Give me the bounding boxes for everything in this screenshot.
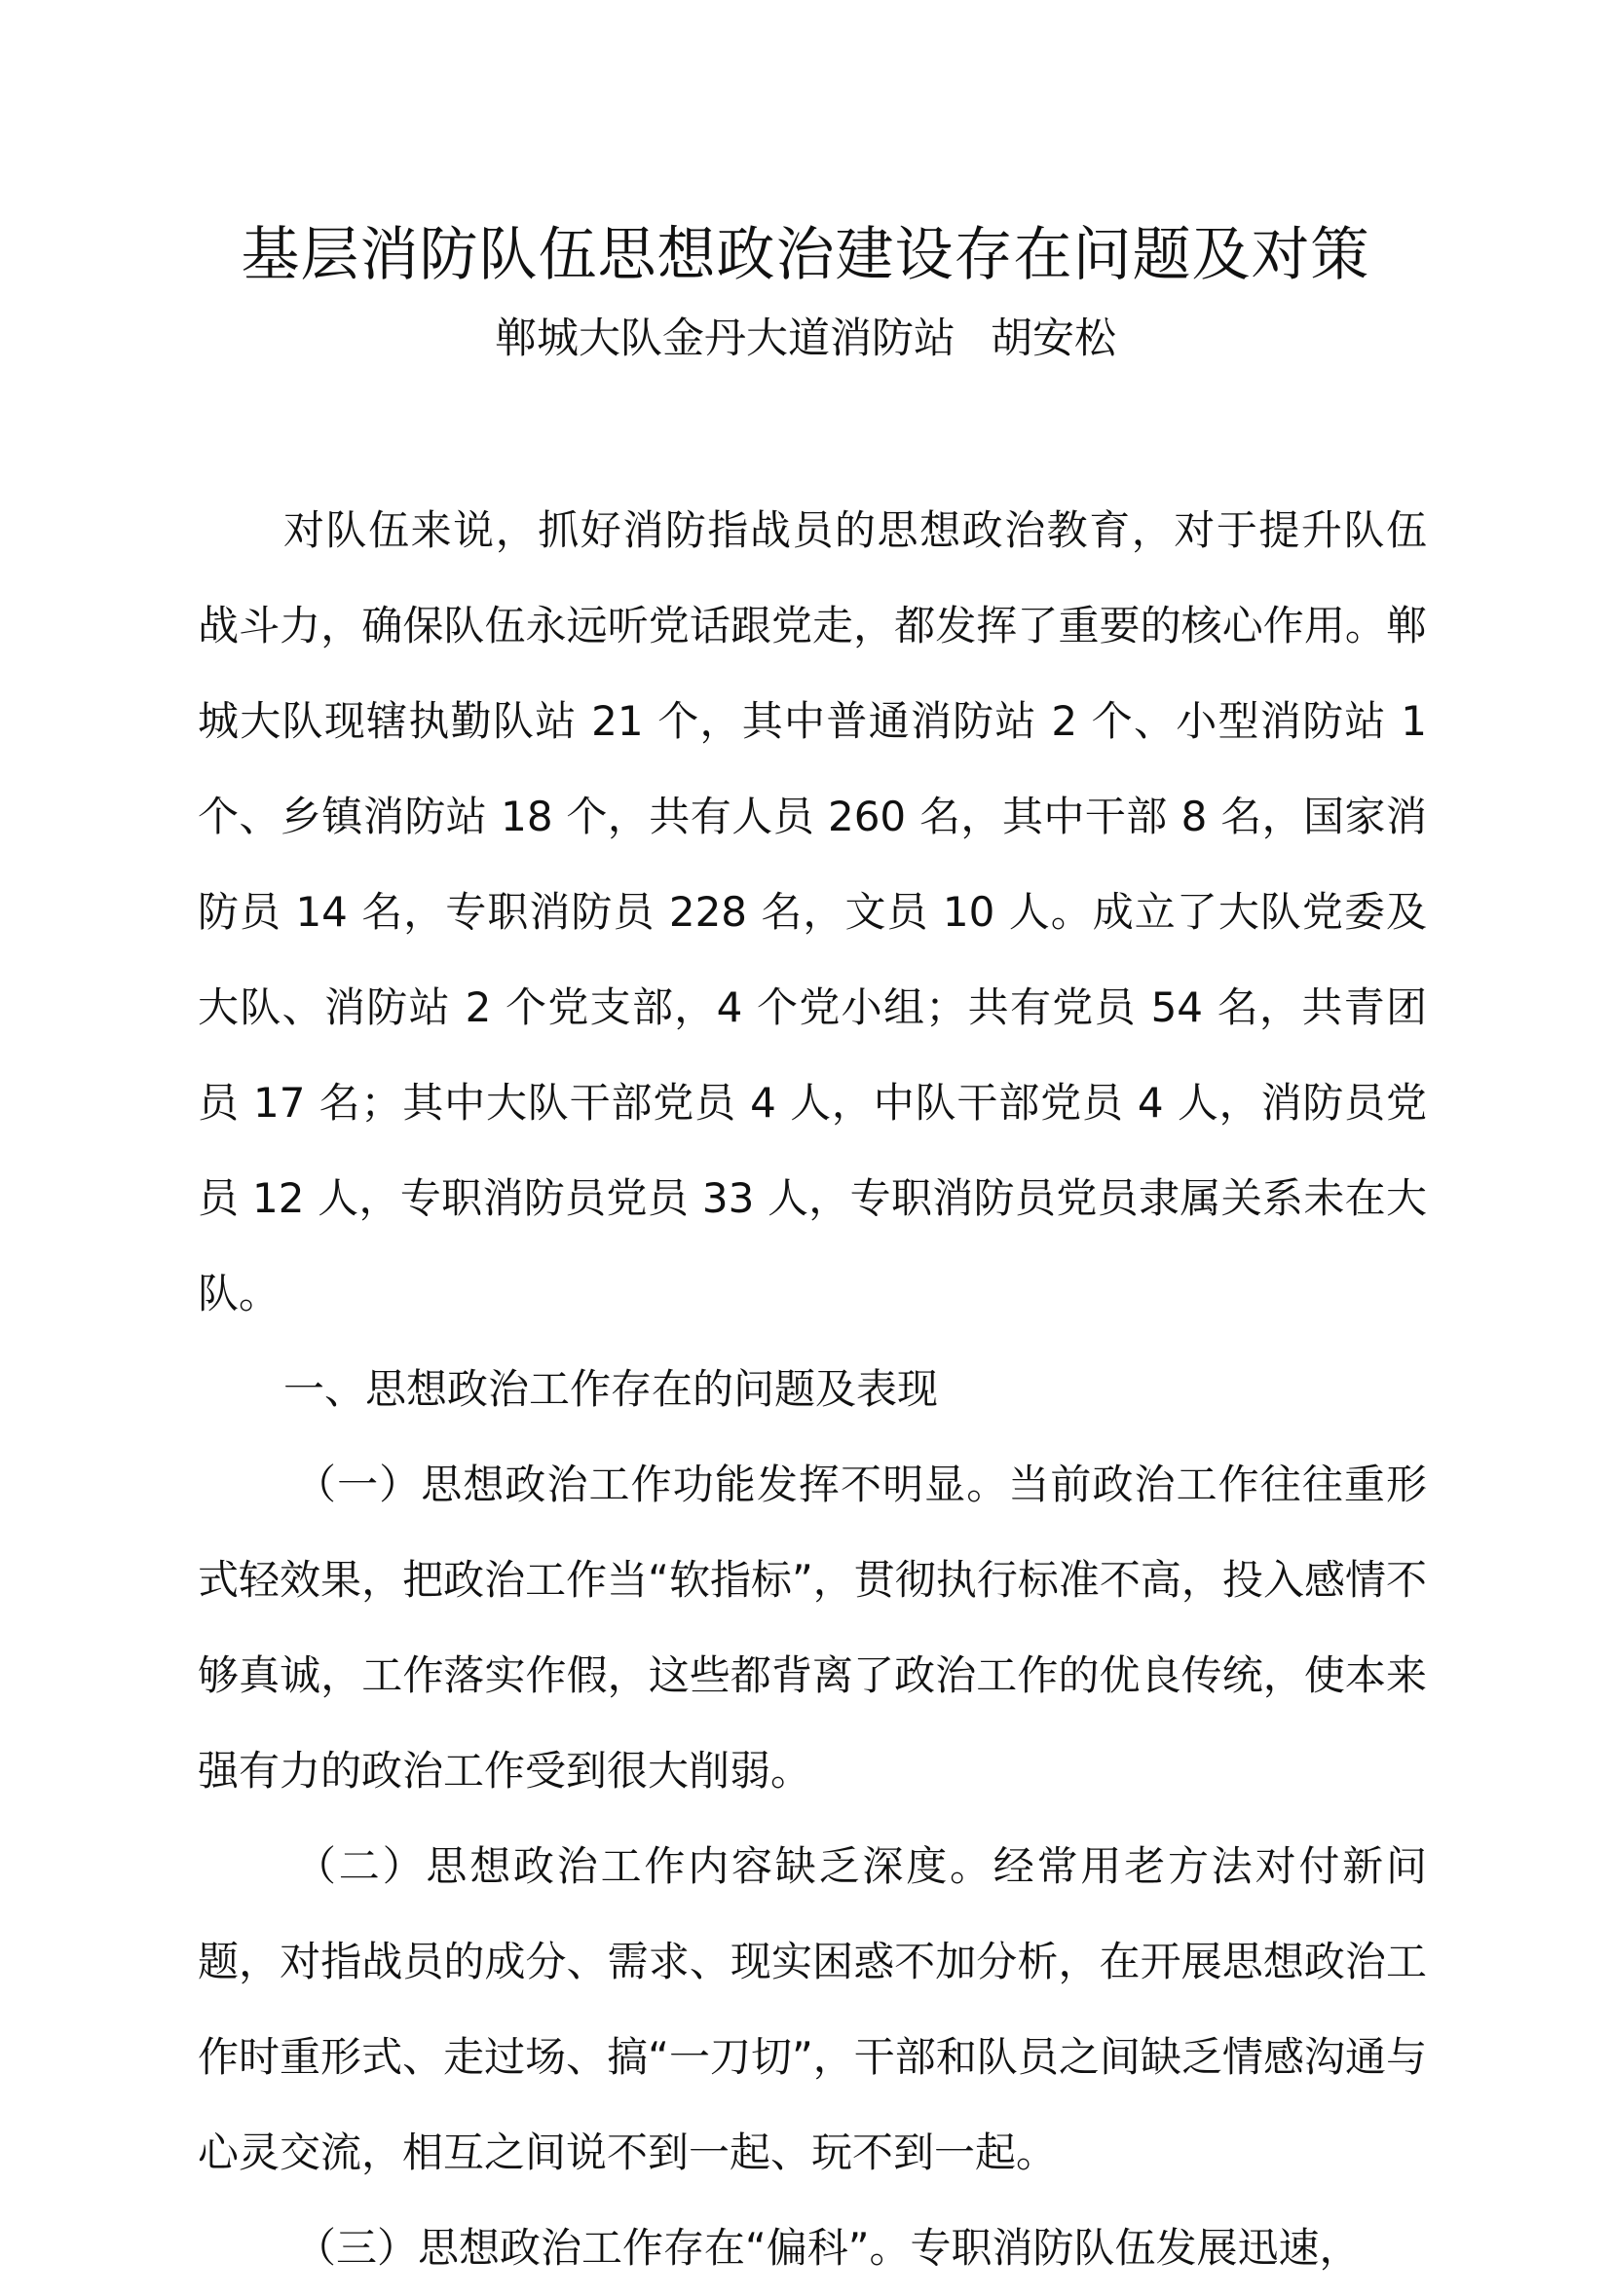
byline-unit: 郸城大队金丹大道消防站 [495, 315, 955, 363]
subsection-paragraph-3: （三）思想政治工作存在“偏科”。专职消防队伍发展迅速， [295, 2224, 1361, 2272]
document-title: 基层消防队伍思想政治建设存在问题及对策 [241, 221, 1370, 289]
byline-author: 胡安松 [991, 315, 1116, 363]
byline [0, 310, 1611, 368]
section-heading: 一、思想政治工作存在的问题及表现 [283, 1365, 939, 1413]
subsection-paragraph-1: （一）思想政治工作功能发挥不明显。当前政治工作往往重形式轻效果，把政治工作当“软指标”，贯彻执行标准不高，投入感情不够真诚，工作落实作假，这些都背离了政治工作的优良传统，使本来强有力的政治工作受到很大削弱。 [198, 1461, 1427, 1795]
subsection-paragraph-2: （二）思想政治工作内容缺乏深度。经常用老方法对付新问题，对指战员的成分、需求、现实困惑不加分析，在开展思想政治工作时重形式、走过场、搞“一刀切”，干部和队员之间缺乏情感沟通与心灵交流，相互之间说不到一起、玩不到一起。 [198, 1842, 1427, 2176]
intro-paragraph: 对队伍来说，抓好消防指战员的思想政治教育，对于提升队伍战斗力，确保队伍永远听党话跟党走，都发挥了重要的核心作用。郸城大队现辖执勤队站 21 个，其中普通消防站 2 个、小型消防站 1 个、乡镇消防站 18 个，共有人员 260 名，其中干部 8 名，国家消防员 14 名，专职消防员 228 名，文员 10 人。成立了大队党委及大队、消防站 2 个党支部，4 个党小组；共有党员 54 名，共青团员 17 名；其中大队干部党员 4 人，中队干部党员 4 人，消防员党员 12 人，专职消防员党员 33 人，专职消防员党员隶属关系未在大队。 [198, 506, 1427, 1317]
document-body [198, 483, 1427, 2296]
